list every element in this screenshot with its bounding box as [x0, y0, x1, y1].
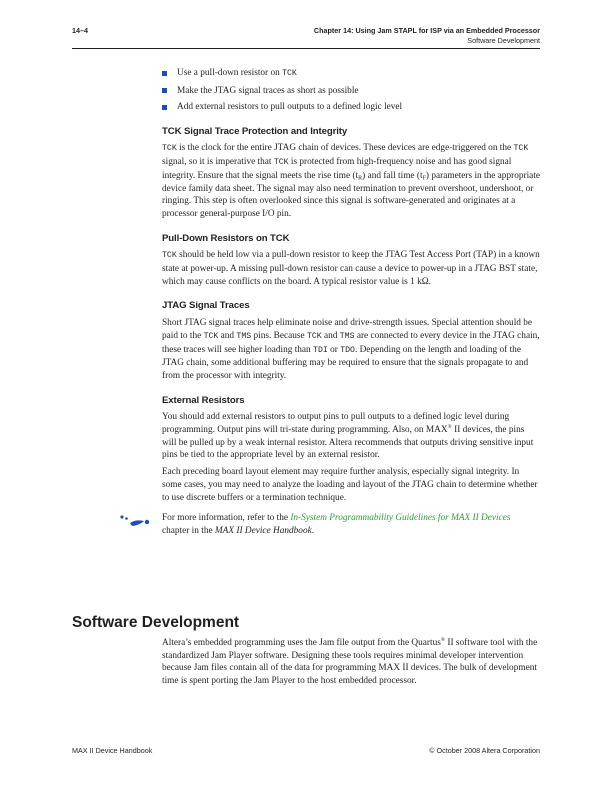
traces-section-heading: JTAG Signal Traces: [162, 300, 250, 312]
guideline-list: [162, 67, 540, 114]
pulldown-section-heading: Pull-Down Resistors on TCK: [162, 232, 290, 244]
bullet-square-icon: [162, 88, 167, 93]
footer-handbook-title: MAX II Device Handbook: [72, 746, 153, 755]
bullet-square-icon: [162, 105, 167, 110]
software-development-paragraph: Altera’s embedded programming uses the Jam file output from the Quartus® II software tool with the standardized Jam Player software. Designing these tools requires minimal developer intervention because Jam files contain all of the data for programming MAX II devices. The bulk of development time is spent porting the Jam Player to the host embedded processor.: [162, 636, 538, 687]
reference-note-icon: [118, 514, 152, 528]
footer-copyright: © October 2008 Altera Corporation: [429, 746, 540, 755]
list-item: Add external resistors to pull outputs to a defined logic level: [162, 101, 540, 114]
page-number: 14–4: [72, 26, 88, 35]
reference-note: For more information, refer to the In-System Programmability Guidelines for MAX II Devices chapter in the MAX II Device Handbook.: [162, 512, 540, 537]
resistors-section-paragraph: You should add external resistors to output pins to pull outputs to a defined logic level during programming. Output pins will tri-state during programming. Also, on MAX® II devices, the pins will be pulled up by a weak internal resistor. Altera recommends that outputs driving sensitive input pins be tied to the appropriate level by an external resistor.: [162, 412, 534, 461]
main-content: [162, 67, 540, 538]
software-development-heading: Software Development: [72, 614, 240, 631]
isp-guidelines-link[interactable]: In-System Programmability Guidelines for MAX II Devices: [290, 513, 511, 524]
chapter-title: Chapter 14: Using Jam STAPL for ISP via an Embedded Processor: [313, 26, 540, 35]
header-divider: [72, 48, 540, 49]
list-item: Make the JTAG signal traces as short as possible: [162, 85, 540, 98]
pulldown-section-paragraph: TCK should be held low via a pull-down resistor to keep the JTAG Test Access Port (TAP) in a known state at power-up. A missing pull-down resistor can cause a device to power-up in a JTAG BST state, which may cause conflicts on the board. A typical resistor value is 1 kΩ.: [162, 250, 540, 287]
traces-section-paragraph: Short JTAG signal traces help eliminate noise and drive-strength issues. Special attention should be paid to the TCK and TMS pins. Because TCK and TMS are connected to every device in the JTAG chain, these traces will see higher loading than TDI or TDO. Depending on the length and loading of the JTAG chain, some additional buffering may be required to ensure that the signals propagate to and from the processor with integrity.: [162, 318, 540, 381]
resistors-section-heading: External Resistors: [162, 394, 245, 406]
section-title: Software Development: [467, 36, 540, 45]
tck-section-paragraph: TCK is the clock for the entire JTAG chain of devices. These devices are edge-triggered on the TCK signal, so it is imperative that TCK is protected from high-frequency noise and has good signal integrity. Ensure that the signal meets the rise time $(t_R)$ and fall time $(t_F)$ parameters in the appropriate device family data sheet. The signal may also need termination to prevent overshoot, undershoot, or ringing. This step is often overlooked since this signal is software-generated and originates at a processor general-purpose I/O pin.: [162, 143, 541, 219]
running-header: [314, 26, 540, 46]
tck-section-heading: TCK Signal Trace Protection and Integrity: [162, 125, 348, 137]
bullet-square-icon: [162, 71, 167, 76]
list-item: Use a pull-down resistor on TCK: [162, 67, 540, 81]
layout-analysis-paragraph: Each preceding board layout element may require further analysis, especially signal integrity. In some cases, you may need to analyze the loading and layout of the JTAG chain to determine whether to use discrete buffers or a termination technique.: [162, 467, 538, 503]
